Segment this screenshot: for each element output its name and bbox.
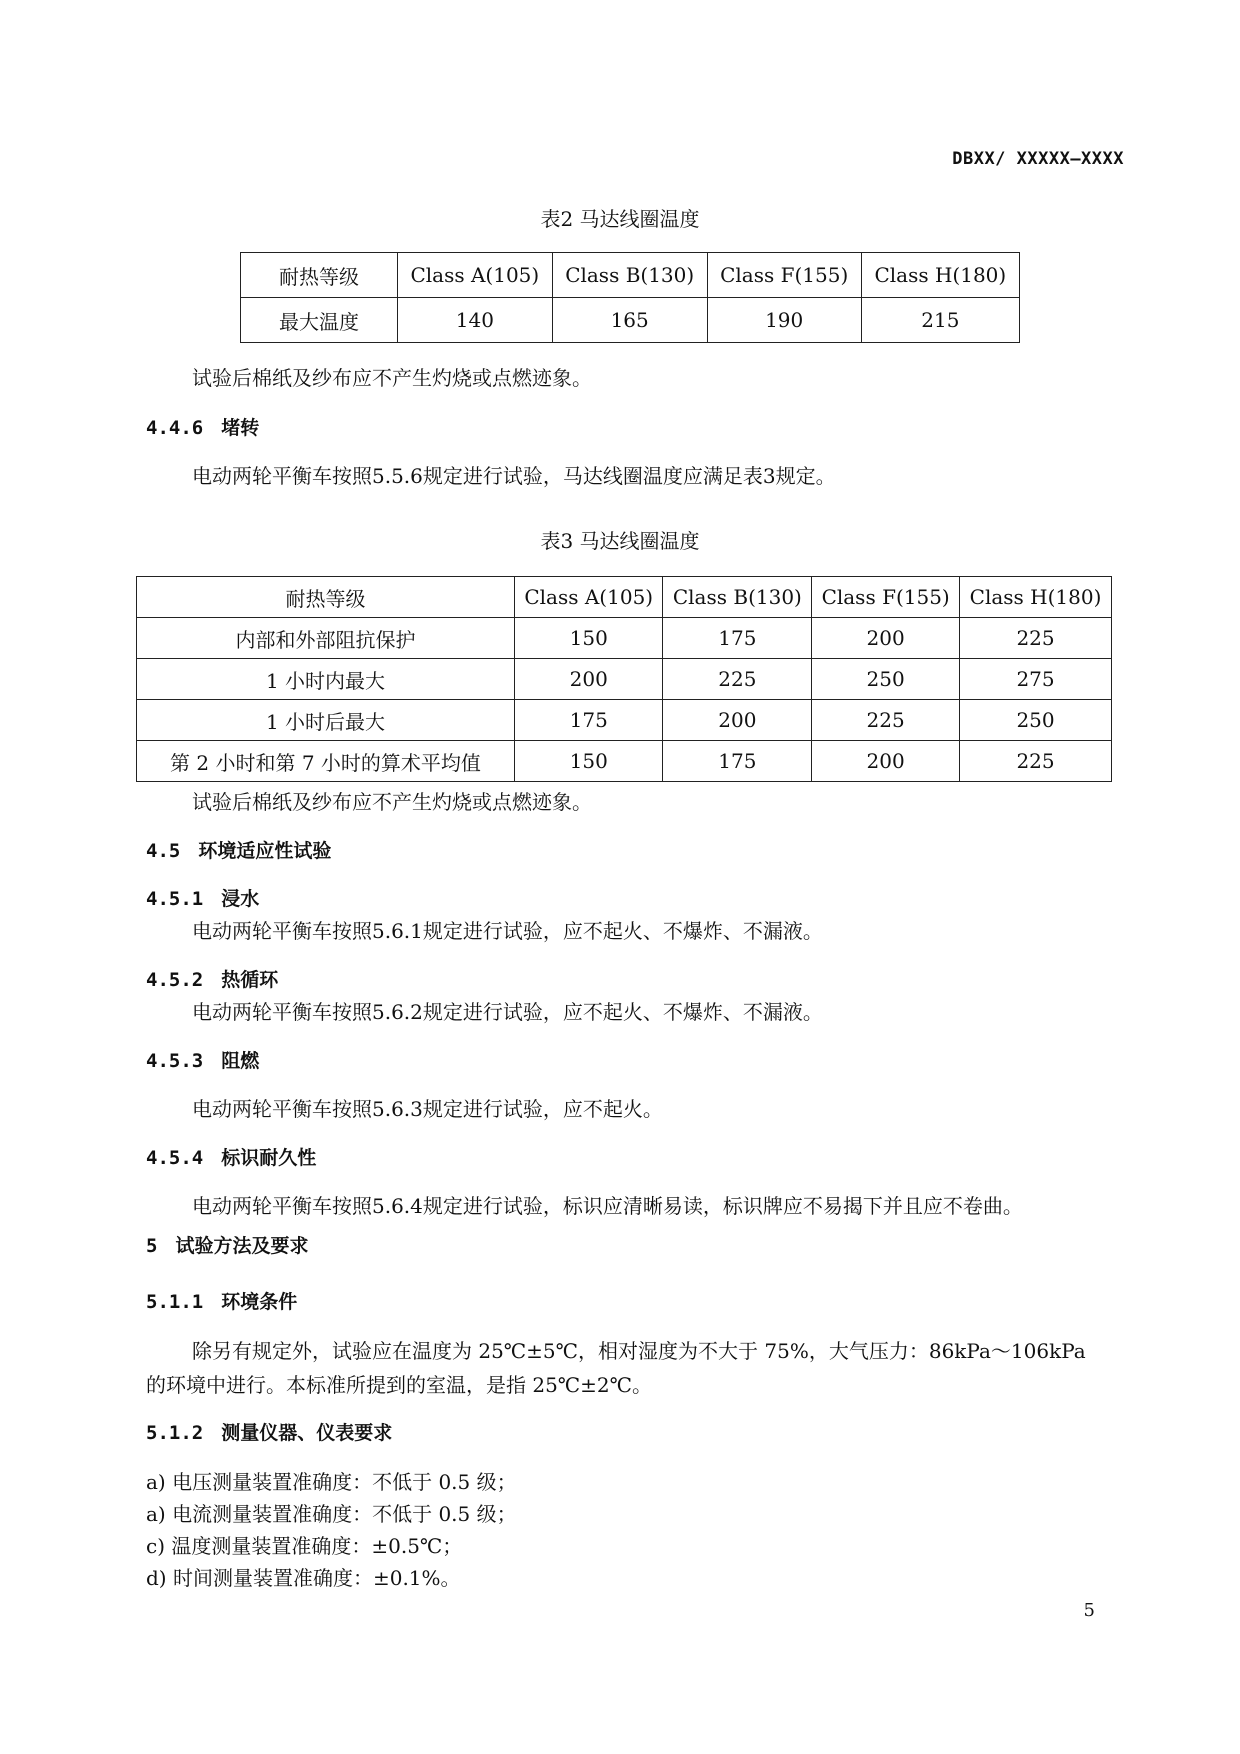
table-row [137,700,1112,741]
section-heading-4-4-6 [146,413,259,440]
section-number: 4.5 [146,840,181,862]
table-header-cell: Class F(155) [707,253,861,298]
table-cell: 150 [515,618,663,659]
table-cell: 200 [663,700,812,741]
table-row [241,298,1020,343]
section-title: 试验方法及要求 [175,1235,309,1257]
table-cell: 内部和外部阻抗保护 [137,618,515,659]
table-cell: 215 [861,298,1019,343]
table2 [240,252,1020,343]
table-header-cell: 耐热等级 [137,577,515,618]
section-heading-4-5-4 [146,1143,316,1170]
section-title: 环境条件 [221,1291,298,1313]
table-cell: 1 小时内最大 [137,659,515,700]
section-title: 标识耐久性 [221,1147,317,1169]
section-number: 4.4.6 [146,417,204,439]
table-header-cell: 耐热等级 [241,253,398,298]
table-cell: 175 [663,741,812,782]
table-cell: 200 [812,741,960,782]
list-item: a) 电压测量装置准确度：不低于 0.5 级； [146,1470,517,1494]
table-cell: 225 [960,741,1112,782]
paragraph: 电动两轮平衡车按照5.6.4规定进行试验，标识应清晰易读，标识牌应不易揭下并且应不卷曲。 [192,1194,1023,1218]
section-heading-4-5 [146,836,331,863]
table-cell: 165 [552,298,707,343]
table-header-row [241,253,1020,298]
table-cell: 225 [960,618,1112,659]
table-cell: 150 [515,741,663,782]
section-title: 堵转 [221,417,260,439]
paragraph: 电动两轮平衡车按照5.5.6规定进行试验，马达线圈温度应满足表3规定。 [192,464,836,488]
table-cell: 225 [812,700,960,741]
paragraph: 的环境中进行。本标准所提到的室温，是指 25℃±2℃。 [146,1373,653,1397]
table-cell: 250 [960,700,1112,741]
table-row [137,659,1112,700]
section-number: 5 [146,1235,158,1257]
section-heading-5-1-2 [146,1418,392,1445]
table-cell: 200 [515,659,663,700]
table-row [137,741,1112,782]
section-heading-4-5-2 [146,965,278,992]
paragraph: 除另有规定外，试验应在温度为 25℃±5℃，相对湿度为不大于 75%，大气压力：86kPa～106kPa [192,1339,1086,1363]
table-cell: 200 [812,618,960,659]
page-number: 5 [1083,1600,1095,1621]
paragraph: 电动两轮平衡车按照5.6.2规定进行试验，应不起火、不爆炸、不漏液。 [192,1000,823,1024]
section-title: 阻燃 [221,1050,260,1072]
table-cell: 最大温度 [241,298,398,343]
table-cell: 225 [663,659,812,700]
paragraph: 电动两轮平衡车按照5.6.3规定进行试验，应不起火。 [192,1097,663,1121]
paragraph: 试验后棉纸及纱布应不产生灼烧或点燃迹象。 [192,366,592,390]
section-number: 4.5.1 [146,888,204,910]
table-cell: 140 [398,298,553,343]
table-row [137,618,1112,659]
section-title: 环境适应性试验 [198,840,332,862]
section-heading-5 [146,1231,308,1258]
paragraph: 试验后棉纸及纱布应不产生灼烧或点燃迹象。 [192,790,592,814]
section-title: 热循环 [221,969,279,991]
table-cell: 第 2 小时和第 7 小时的算术平均值 [137,741,515,782]
table-header-row [137,577,1112,618]
section-number: 4.5.2 [146,969,204,991]
document-code: DBXX/ XXXXX—XXXX [952,149,1124,169]
table-cell: 275 [960,659,1112,700]
table-header-cell: Class F(155) [812,577,960,618]
list-item: c) 温度测量装置准确度：±0.5℃； [146,1534,463,1558]
list-item: a) 电流测量装置准确度：不低于 0.5 级； [146,1502,517,1526]
section-number: 5.1.2 [146,1422,204,1444]
table-header-cell: Class A(105) [515,577,663,618]
section-number: 4.5.4 [146,1147,204,1169]
table-header-cell: Class B(130) [663,577,812,618]
section-number: 5.1.1 [146,1291,204,1313]
table-cell: 175 [515,700,663,741]
table-header-cell: Class A(105) [398,253,553,298]
table-header-cell: Class H(180) [960,577,1112,618]
table-header-cell: Class B(130) [552,253,707,298]
section-title: 测量仪器、仪表要求 [221,1422,393,1444]
table3 [136,576,1112,782]
table3-caption: 表3 马达线圈温度 [540,529,700,553]
section-title: 浸水 [221,888,260,910]
table2-caption: 表2 马达线圈温度 [540,207,700,231]
table-cell: 250 [812,659,960,700]
table-cell: 190 [707,298,861,343]
list-item: d) 时间测量装置准确度：±0.1%。 [146,1566,461,1590]
section-number: 4.5.3 [146,1050,204,1072]
table-header-cell: Class H(180) [861,253,1019,298]
section-heading-5-1-1 [146,1287,297,1314]
section-heading-4-5-3 [146,1046,259,1073]
paragraph: 电动两轮平衡车按照5.6.1规定进行试验，应不起火、不爆炸、不漏液。 [192,919,823,943]
section-heading-4-5-1 [146,884,259,911]
table-cell: 175 [663,618,812,659]
table-cell: 1 小时后最大 [137,700,515,741]
